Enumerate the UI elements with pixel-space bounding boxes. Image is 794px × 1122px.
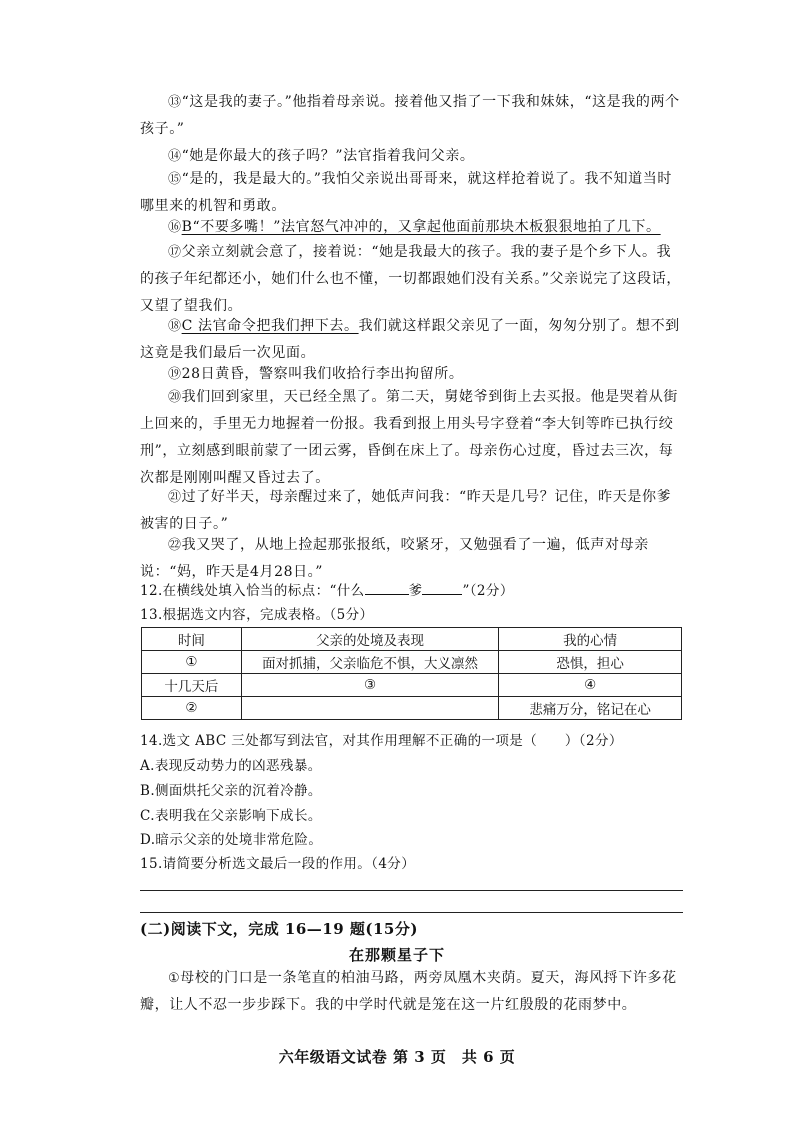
paragraph-text: 母校的门口是一条笔直的柏油马路，两旁凤凰木夹荫。夏天，海风捋下许多花瓣，让人不忍一步步踩下。我的中学时代就是笼在这一片红殷殷的花雨梦中。 bbox=[140, 970, 677, 1013]
table-cell: 悲痛万分，铭记在心 bbox=[499, 697, 682, 720]
table-row bbox=[142, 674, 682, 697]
paragraph-17 bbox=[140, 239, 685, 320]
question-13-table bbox=[141, 627, 682, 720]
underlined-text-b: B“不要多嘴！”法官怒气冲冲的，又拿起他面前那块木板狠狠地拍了几下。 bbox=[181, 219, 661, 235]
paragraph-number: ① bbox=[168, 971, 181, 986]
table-cell[interactable]: ② bbox=[142, 697, 242, 720]
answer-blank-1[interactable] bbox=[365, 582, 409, 595]
paragraph-text: 我们就这样跟父亲见了一面，匆匆分别了。想不到这竟是我们最后一次见面。 bbox=[140, 318, 680, 361]
option-b[interactable]: B.侧面烘托父亲的沉着冷静。 bbox=[140, 783, 322, 799]
paragraph-text: 过了好半天，母亲醒过来了，她低声问我：“昨天是几号？记住，昨天是你爹被害的日子。” bbox=[140, 489, 672, 532]
answer-line[interactable] bbox=[140, 890, 683, 891]
question-15-prompt: 15.请简要分析选文最后一段的作用。（4分） bbox=[140, 856, 416, 872]
paragraph-number: ⑰ bbox=[168, 245, 182, 260]
question-14-prompt: 14.选文 ABC 三处都写到法官，对其作用理解不正确的一项是（ ）（2分） bbox=[140, 733, 623, 749]
page-footer: 六年级语文试卷 第 3 页 共 6 页 bbox=[278, 1048, 516, 1066]
table-cell: 面对抓捕，父亲临危不惧，大义凛然 bbox=[241, 651, 499, 674]
paragraph-text: 我又哭了，从地上捡起那张报纸，咬紧牙，又勉强看了一遍，低声对母亲说：“妈，昨天是4月28日。” bbox=[140, 537, 649, 580]
table-cell: 十几天后 bbox=[142, 674, 242, 697]
paragraph-text: 28日黄昏，警察叫我们收拾行李出拘留所。 bbox=[181, 366, 464, 382]
table-header-situation: 父亲的处境及表现 bbox=[241, 628, 499, 651]
paragraph-number: ⑮ bbox=[168, 172, 182, 187]
question-13-prompt: 13.根据选文内容，完成表格。（5分） bbox=[140, 607, 374, 623]
answer-line[interactable] bbox=[140, 912, 683, 913]
story-paragraph-1 bbox=[140, 965, 685, 1019]
paragraph-18 bbox=[140, 313, 685, 367]
option-a[interactable]: A.表现反动势力的凶恶残暴。 bbox=[140, 758, 322, 774]
question-12-prefix: 12.在横线处填入恰当的标点：“什么 bbox=[140, 583, 365, 599]
paragraph-number: ㉒ bbox=[168, 538, 182, 553]
table-row bbox=[142, 651, 682, 674]
paragraph-number: ⑲ bbox=[168, 367, 182, 382]
story-title: 在那颗星子下 bbox=[348, 946, 445, 964]
underlined-text-c: C 法官命令把我们押下去。 bbox=[181, 318, 359, 334]
paragraph-number: ㉑ bbox=[168, 490, 182, 505]
paragraph-text: “是的，我是最大的。”我怕父亲说出哥哥来，就这样抢着说了。我不知道当时哪里来的机智和勇敢。 bbox=[140, 171, 672, 214]
table-cell[interactable] bbox=[241, 697, 499, 720]
paragraph-number: ⑳ bbox=[168, 390, 182, 405]
paragraph-number: ⑱ bbox=[168, 319, 182, 334]
table-cell: 恐惧，担心 bbox=[499, 651, 682, 674]
paragraph-16 bbox=[140, 214, 685, 241]
table-header-row bbox=[142, 628, 682, 651]
paragraph-number: ⑭ bbox=[168, 149, 182, 164]
paragraph-text: 父亲立刻就会意了，接着说：“她是我最大的孩子。我的妻子是个乡下人。我的孩子年纪都还小，她们什么也不懂，一切都跟她们没有关系。”父亲说完了这段话，又望了望我们。 bbox=[140, 244, 681, 314]
paragraph-13 bbox=[140, 89, 685, 143]
paragraph-text: 我们回到家里，天已经全黑了。第二天，舅姥爷到街上去买报。他是哭着从街上回来的，手里无力地握着一份报。我看到报上用头号字登着“李大钊等昨已执行绞刑”，立刻感到眼前蒙了一团云雾，昏倒在床上了。母亲伤心过度，昏过去三次，每次都是刚刚叫醒又昏过去了。 bbox=[140, 389, 679, 486]
paragraph-15 bbox=[140, 166, 685, 220]
table-row bbox=[142, 697, 682, 720]
table-cell[interactable]: ③ bbox=[241, 674, 499, 697]
question-12-suffix: ”（2分） bbox=[462, 583, 514, 599]
paragraph-number: ⑯ bbox=[168, 220, 182, 235]
answer-blank-2[interactable] bbox=[422, 582, 462, 595]
paragraph-text: “她是你最大的孩子吗？”法官指着我问父亲。 bbox=[181, 148, 475, 164]
paragraph-number: ⑬ bbox=[168, 95, 182, 110]
question-12-middle: 爹 bbox=[408, 583, 423, 599]
paragraph-22 bbox=[140, 532, 685, 586]
paragraph-21 bbox=[140, 484, 685, 538]
option-c[interactable]: C.表明我在父亲影响下成长。 bbox=[140, 808, 322, 824]
table-header-mood: 我的心情 bbox=[499, 628, 682, 651]
table-cell[interactable]: ④ bbox=[499, 674, 682, 697]
question-12 bbox=[140, 580, 685, 602]
paragraph-20 bbox=[140, 384, 685, 492]
paragraph-text: “这是我的妻子。”他指着母亲说。接着他又指了一下我和妹妹，“这是我的两个孩子。” bbox=[140, 94, 680, 137]
option-d[interactable]: D.暗示父亲的处境非常危险。 bbox=[140, 832, 323, 848]
section-heading: (二)阅读下文，完成 16—19 题(15分) bbox=[140, 920, 418, 938]
table-cell[interactable]: ① bbox=[142, 651, 242, 674]
table-header-time: 时间 bbox=[142, 628, 242, 651]
